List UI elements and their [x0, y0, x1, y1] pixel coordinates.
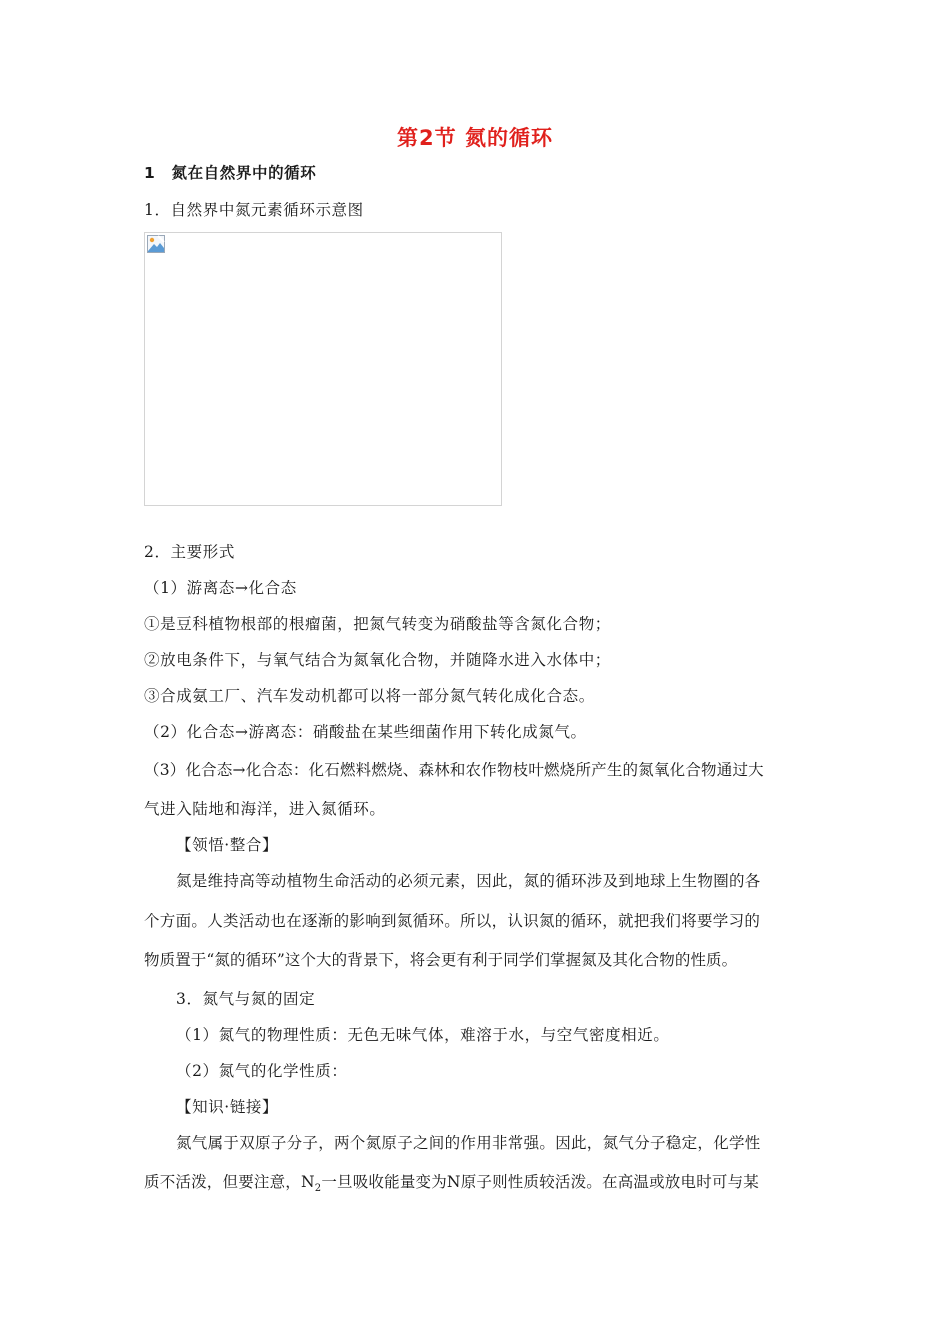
- subheading-nitrogen-fixation: 3．氮气与氮的固定: [176, 990, 316, 1008]
- subheading-cycle-diagram: 1．自然界中氮元素循环示意图: [144, 201, 364, 219]
- paragraph: （2）化合态→游离态：硝酸盐在某些细菌作用下转化成氮气。: [144, 723, 587, 741]
- paragraph: 物质置于“氮的循环”这个大的背景下，将会更有利于同学们掌握氮及其化合物的性质。: [144, 951, 738, 969]
- paragraph: （2）氮气的化学性质：: [176, 1062, 348, 1080]
- paragraph: （1）氮气的物理性质：无色无味气体，难溶于水，与空气密度相近。: [176, 1026, 670, 1044]
- paragraph: （3）化合态→化合态：化石燃料燃烧、森林和农作物枝叶燃烧所产生的氮氧化合物通过大: [144, 761, 764, 779]
- paragraph: [144, 1172, 814, 1195]
- knowledge-heading: 【知识·链接】: [176, 1098, 279, 1116]
- section-heading: 1 氮在自然界中的循环: [144, 164, 317, 182]
- paragraph: 气进入陆地和海洋，进入氮循环。: [144, 800, 386, 818]
- paragraph: ②放电条件下，与氧气结合为氮氧化合物，并随降水进入水体中；: [144, 651, 611, 669]
- subscript: 2: [314, 1183, 322, 1195]
- insight-heading: 【领悟·整合】: [176, 836, 279, 854]
- paragraph: 个方面。人类活动也在逐渐的影响到氮循环。所以，认识氮的循环，就把我们将要学习的: [144, 912, 761, 930]
- subheading-main-forms: 2．主要形式: [144, 543, 235, 561]
- page-title: 第2节 氮的循环: [397, 126, 553, 150]
- paragraph: （1）游离态→化合态: [144, 579, 297, 597]
- paragraph: ③合成氨工厂、汽车发动机都可以将一部分氮气转化成化合态。: [144, 687, 595, 705]
- nitrogen-cycle-image-placeholder: [144, 232, 502, 506]
- paragraph: 氮是维持高等动植物生命活动的必须元素，因此，氮的循环涉及到地球上生物圈的各: [176, 872, 761, 890]
- paragraph: 氮气属于双原子分子，两个氮原子之间的作用非常强。因此，氮气分子稳定，化学性: [176, 1134, 761, 1152]
- broken-image-icon: [147, 235, 165, 253]
- text-fragment: 一旦吸收能量变为N原子则性质较活泼。在高温或放电时可与某: [321, 1173, 759, 1191]
- text-fragment: 质不活泼，但要注意，N: [144, 1173, 315, 1191]
- paragraph: ①是豆科植物根部的根瘤菌，把氮气转变为硝酸盐等含氮化合物；: [144, 615, 611, 633]
